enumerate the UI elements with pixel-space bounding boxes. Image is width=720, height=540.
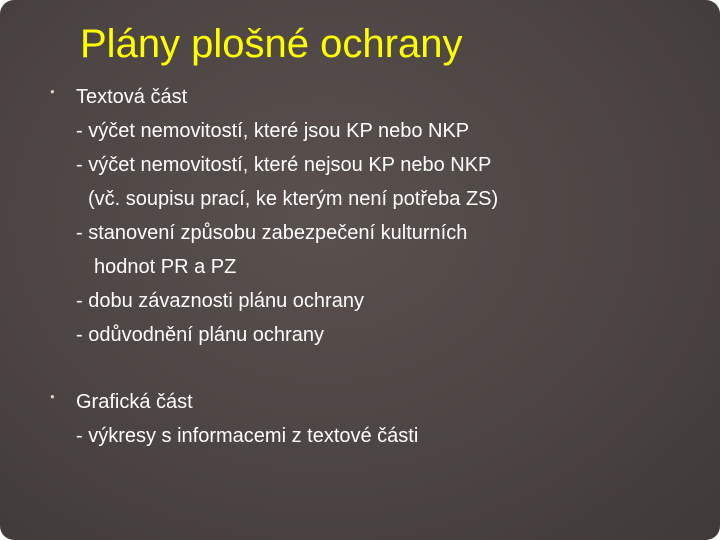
list-item-continuation: hodnot PR a PZ — [94, 256, 237, 278]
section-heading: Textová část — [76, 86, 188, 108]
section-textova-cast — [50, 80, 720, 352]
section-lines — [76, 80, 720, 352]
list-item: - výkresy s informacemi z textové části — [76, 425, 419, 447]
list-item: - stanovení způsobu zabezpečení kulturních — [76, 222, 468, 244]
bullet-icon: ● — [50, 392, 55, 401]
section-heading: Grafická část — [76, 391, 193, 413]
list-item: - výčet nemovitostí, které jsou KP nebo NKP — [76, 120, 470, 142]
section-lines — [76, 385, 720, 453]
slide-title: Plány plošné ochrany — [80, 22, 463, 66]
list-item: - odůvodnění plánu ochrany — [76, 324, 324, 346]
slide-content — [0, 80, 720, 453]
list-item: - dobu závaznosti plánu ochrany — [76, 290, 364, 312]
bullet-icon: ● — [50, 87, 55, 96]
section-graficka-cast — [50, 385, 720, 453]
list-item: - výčet nemovitostí, které nejsou KP nebo NKP — [76, 154, 492, 176]
list-item-continuation: (vč. soupisu prací, ke kterým není potřeba ZS) — [88, 188, 499, 210]
